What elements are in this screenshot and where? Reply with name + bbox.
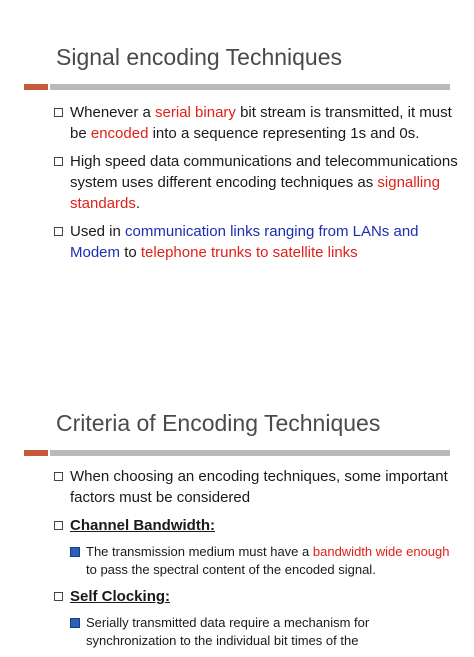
filled-square-bullet-icon — [70, 618, 80, 628]
title-rule-accent — [24, 450, 48, 456]
text-run: Whenever a — [70, 104, 156, 121]
text-run: to — [120, 244, 141, 261]
text-run: Used in — [70, 223, 126, 240]
highlight-text: telephone trunks to satellite links — [140, 244, 358, 261]
section-heading — [54, 586, 458, 607]
slide-criteria-encoding — [0, 366, 474, 648]
title-rule — [0, 84, 474, 90]
title-rule-bar — [50, 450, 450, 456]
list-item — [54, 151, 458, 214]
text-run: High speed data communications and telecommunications system uses different encoding techniques as — [70, 153, 458, 191]
square-bullet-icon — [54, 157, 63, 166]
square-bullet-icon — [54, 227, 63, 236]
filled-square-bullet-icon — [70, 547, 80, 557]
highlight-text: signalling standards — [70, 174, 440, 212]
section-heading-text: Channel Bandwidth: — [70, 517, 215, 534]
slide-title: Criteria of Encoding Techniques — [56, 410, 381, 436]
title-rule-bar — [50, 84, 450, 90]
square-bullet-icon — [54, 592, 63, 601]
text-run: to pass the spectral content of the encoded signal. — [86, 562, 376, 577]
slide-signal-encoding — [0, 0, 474, 300]
text-run: Serially transmitted data require a mechanism for synchronization to the individual bit times of the — [86, 615, 370, 648]
intro-text: When choosing an encoding techniques, some important factors must be considered — [70, 468, 448, 506]
text-run: bit stream is transmitted, it must be — [70, 104, 452, 142]
slide-title: Signal encoding Techniques — [56, 44, 343, 70]
sub-list-item — [70, 543, 458, 579]
title-rule-accent — [24, 84, 48, 90]
highlight-text: encoded — [90, 125, 149, 142]
highlight-text: bandwidth wide enough — [312, 544, 450, 559]
list-item — [54, 466, 458, 508]
list-item — [54, 221, 458, 263]
title-rule — [0, 450, 474, 456]
list-item — [54, 102, 458, 144]
highlight-text: communication links ranging from LANs and Modem — [70, 223, 419, 261]
bullet-list — [54, 102, 458, 270]
section-heading-text: Self Clocking: — [70, 588, 171, 605]
square-bullet-icon — [54, 108, 63, 117]
section-heading — [54, 515, 458, 536]
square-bullet-icon — [54, 472, 63, 481]
highlight-text: serial binary — [155, 104, 236, 121]
text-run: into a sequence representing 1s and 0s. — [148, 125, 420, 142]
text-run: . — [135, 195, 141, 212]
square-bullet-icon — [54, 521, 63, 530]
bullet-list — [54, 466, 458, 657]
sub-list-item — [70, 614, 458, 650]
text-run: The transmission medium must have a — [86, 544, 313, 559]
